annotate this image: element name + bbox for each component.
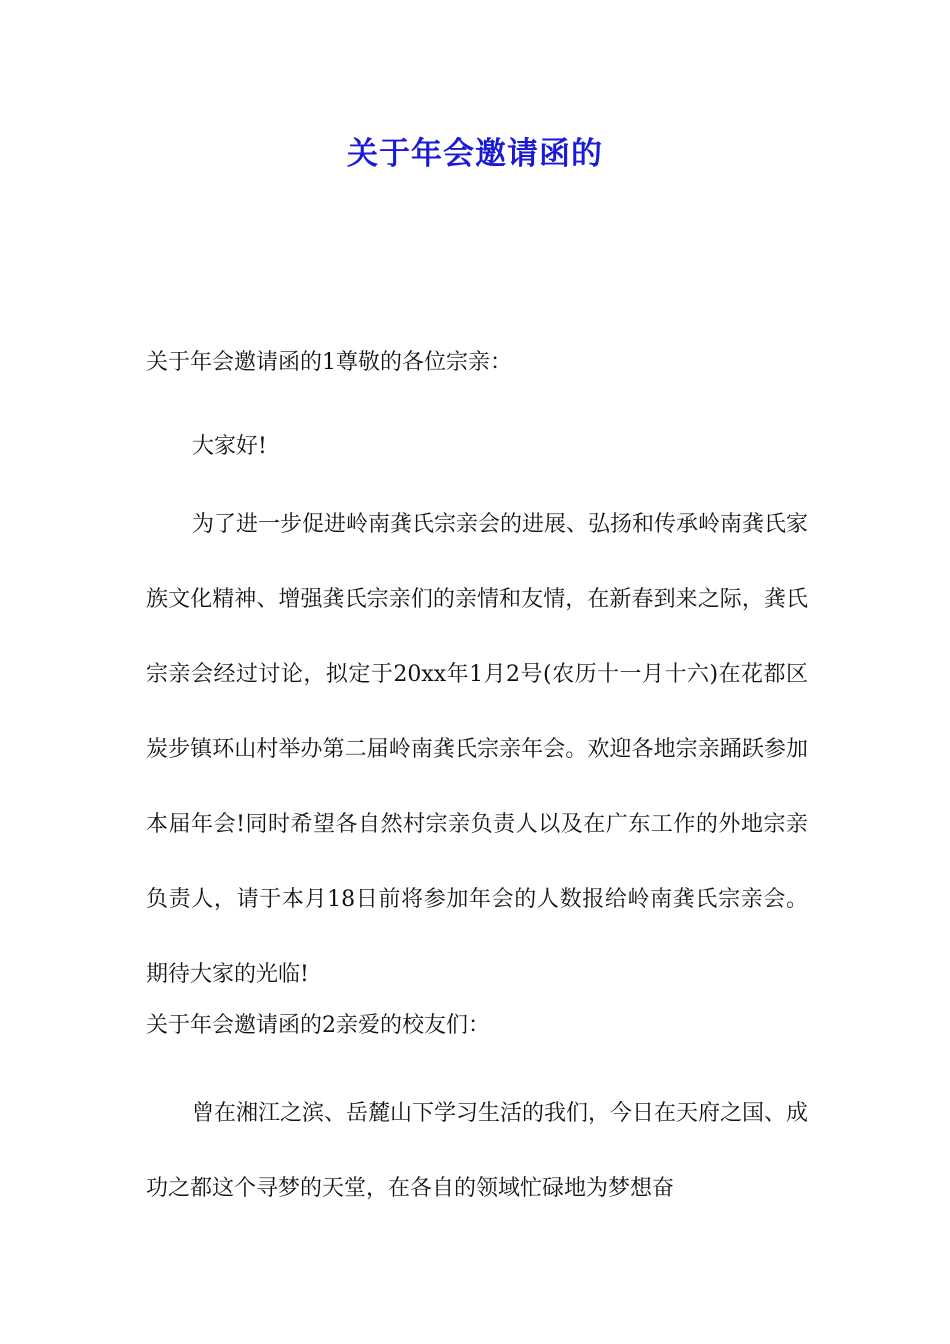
section-2-heading: 关于年会邀请函的2亲爱的校友们：	[146, 1013, 490, 1038]
section-1-heading: 关于年会邀请函的1尊敬的各位宗亲：	[146, 350, 512, 375]
document-body	[146, 339, 808, 1226]
section-1-paragraph: 为了进一步促进岭南龚氏宗亲会的进展、弘扬和传承岭南龚氏家族文化精神、增强龚氏宗亲们的亲情和友情，在新春到来之际，龚氏宗亲会经过讨论，拟定于20xx年1月2号(农历十一月十六)在花都区炭步镇环山村举办第二届岭南龚氏宗亲年会。欢迎各地宗亲踊跃参加本届年会!同时希望各自然村宗亲负责人以及在广东工作的外地宗亲负责人，请于本月18日前将参加年会的人数报给岭南龚氏宗亲会。期待大家的光临!	[146, 512, 809, 987]
section-2-paragraph: 曾在湘江之滨、岳麓山下学习生活的我们，今日在天府之国、成功之都这个寻梦的天堂，在各自的领域忙碌地为梦想奋	[146, 1101, 809, 1201]
section-1-greeting: 大家好!	[192, 434, 267, 459]
document-title: 关于年会邀请函的	[347, 136, 603, 172]
